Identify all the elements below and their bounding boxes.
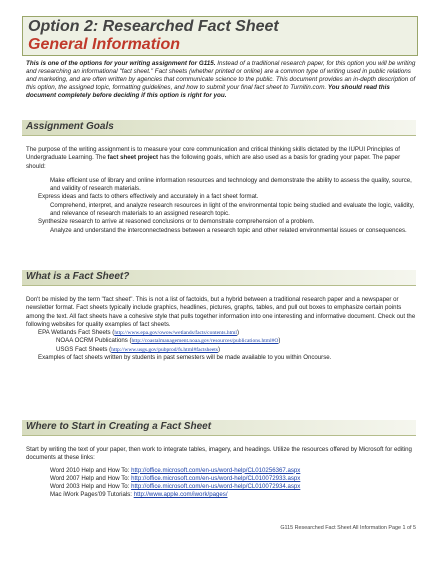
section-title: Where to Start in Creating a Fact Sheet — [26, 421, 212, 432]
epa-link[interactable]: http://www.epa.gov/owow/wetlands/facts/contents.html — [114, 330, 237, 337]
student-examples-note: Examples of fact sheets written by students in past semesters will be made available to you within Oncourse. — [38, 354, 332, 362]
what-section — [26, 296, 418, 362]
help-link-word2010 — [50, 467, 418, 475]
goal-item: Make efficient use of library and online information resources and technology and demonstrate the ability to assess the quality, source, and validity of research materials. — [50, 176, 412, 193]
goal-item: Comprehend, interpret, and analyze research resources in light of the environmental topic being studied and evaluate the logic, validity, and relevance of research materials to an assigned research topic. — [50, 201, 415, 218]
goal-item: Analyze and understand the interconnectedness between a research topic and other related environmental issues or consequences. — [50, 226, 407, 234]
example-paren: ) — [278, 337, 281, 345]
goal-item: Synthesize research to arrive at reasoned conclusions or to demonstrate comprehension of a problem. — [38, 218, 315, 226]
example-paren: ) — [217, 345, 220, 353]
help-link-word2003 — [50, 483, 418, 491]
example-label: NOAA OCRM Publications ( — [56, 337, 132, 345]
usgs-link[interactable]: http://www.usgs.gov/pubprod/fs.html#factsheets — [111, 346, 218, 353]
help-link-word2007 — [50, 475, 418, 483]
word2007-link[interactable]: http://office.microsoft.com/en-us/word-help/CL010072933.aspx — [131, 474, 301, 482]
example-epa — [26, 329, 418, 337]
title-box — [22, 16, 418, 56]
word2003-link[interactable]: http://office.microsoft.com/en-us/word-help/CL010072934.aspx — [131, 483, 301, 491]
pages-link[interactable]: http://www.apple.com/iwork/pages/ — [133, 491, 228, 499]
link-label: Word 2010 Help and How To: — [50, 466, 132, 474]
section-title: Assignment Goals — [26, 121, 114, 132]
intro-paragraph — [26, 60, 418, 100]
goals-paragraph — [26, 146, 418, 171]
goals-section — [26, 146, 418, 235]
example-label: EPA Wetlands Fact Sheets ( — [38, 329, 115, 337]
example-label: USGS Fact Sheets ( — [56, 345, 112, 353]
intro-bold-lead: This is one of the options for your writing assignment for G115. — [26, 60, 216, 67]
goals-text-end: has the following goals, which are also used as a basis for grading your paper. The paper should: — [26, 154, 401, 170]
goals-bold: fact sheet project — [107, 154, 159, 162]
page-footer: G115 Researched Fact Sheet All Information Page 1 of 5 — [280, 525, 416, 531]
link-label: Mac iWork Pages'09 Tutorials: — [50, 491, 134, 499]
where-paragraph: Start by writing the text of your paper, then work to integrate tables, imagery, and headings. Utilize the resources offered by Microsoft for editing documents at these links: — [26, 446, 412, 462]
goal-item: Express ideas and facts to others effectively and accurately in a fact sheet format. — [38, 193, 259, 201]
help-link-list — [26, 467, 418, 500]
section-title: What is a Fact Sheet? — [26, 271, 130, 282]
goals-text: The purpose of the writing assignment is to measure your core communication and critical thinking skills dictated by the IUPUI Principles of Undergraduate Learning. The — [26, 146, 400, 162]
link-label: Word 2007 Help and How To: — [50, 474, 132, 482]
example-paren: ) — [236, 329, 239, 337]
section-heading-goals — [22, 120, 416, 136]
document-subtitle: General Information — [28, 36, 181, 53]
word2010-link[interactable]: http://office.microsoft.com/en-us/word-help/CL010256367.aspx — [131, 466, 301, 474]
link-label: Word 2003 Help and How To: — [50, 483, 132, 491]
help-link-pages — [50, 491, 418, 499]
what-paragraph: Don't be misled by the term "fact sheet". This is not a list of factoids, but a hybrid between a traditional research paper and a newspaper or newsletter format. Fact sheets typically include graphics, headlines, pictures, graphs, tables, and pull out boxes to emphasize certain points among the text. All fact sheets have a cohesive style that pulls together information into one interesting and informative document. Check out the following websites for quality examples of fact sheets. — [26, 296, 416, 328]
document-title: Option 2: Researched Fact Sheet — [28, 18, 279, 35]
intro-bold-warning: You should read this document completely before deciding if this option is right for you. — [26, 84, 390, 99]
example-usgs — [26, 346, 418, 354]
noaa-link[interactable]: http://coastalmanagement.noaa.gov/resources/publications.html#O — [131, 338, 279, 345]
section-heading-where — [22, 420, 416, 436]
intro-text: Instead of a traditional research paper, for this option you will be writing and researching an informational "fact sheet." Fact sheets (whether printed or online) are a common type of writing used in public relations and marketing, and are often written by agencies that communicate science to the public. This document provides an in-depth description of this option, the assigned topic, formatting guidelines, and how to submit your final fact sheet to Turnitin.com. — [26, 60, 416, 91]
example-noaa — [26, 337, 418, 345]
where-section — [26, 446, 418, 500]
section-heading-what — [22, 270, 416, 286]
